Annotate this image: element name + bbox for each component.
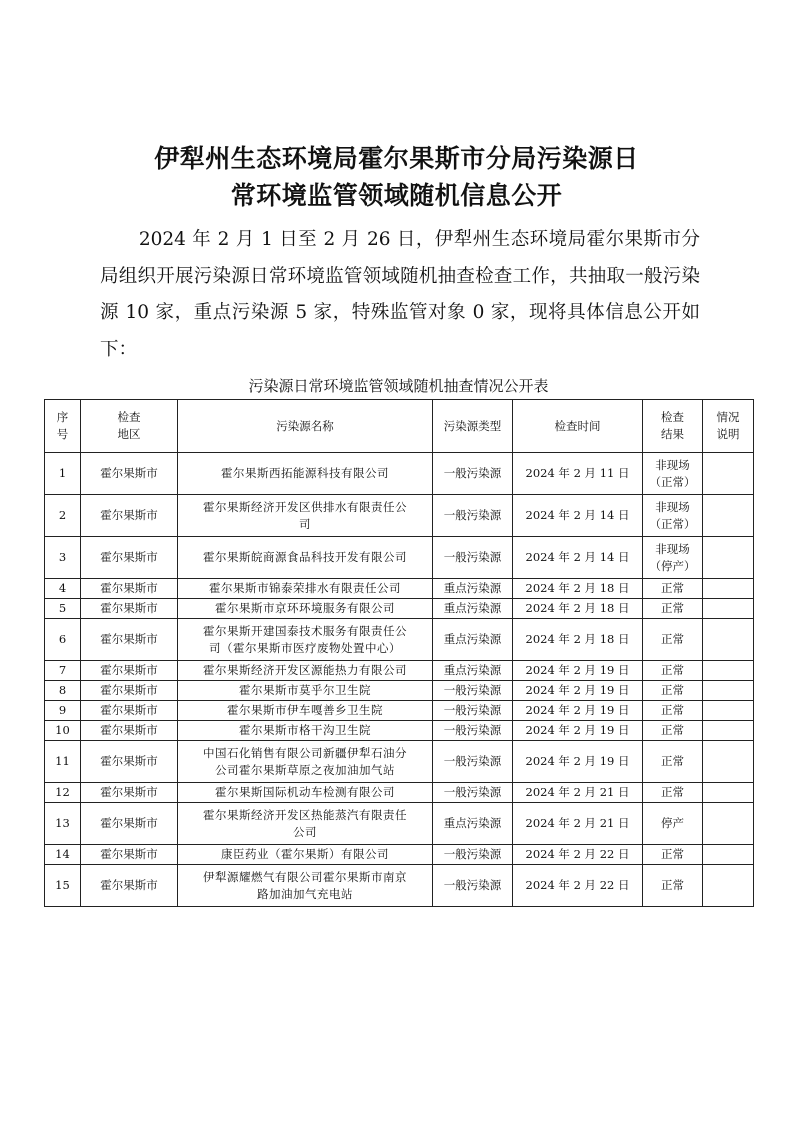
table-row (45, 721, 754, 741)
cell-note (703, 579, 754, 599)
cell-name: 霍尔果斯市锦泰荣排水有限责任公司 (178, 579, 433, 599)
cell-type: 重点污染源 (433, 599, 513, 619)
cell-name: 中国石化销售有限公司新疆伊犁石油分 公司霍尔果斯草原之夜加油加气站 (178, 741, 433, 783)
table-row (45, 495, 754, 537)
cell-type: 重点污染源 (433, 803, 513, 845)
cell-seq: 1 (45, 453, 81, 495)
cell-seq: 8 (45, 681, 81, 701)
cell-name: 霍尔果斯市伊车嘎善乡卫生院 (178, 701, 433, 721)
cell-seq: 4 (45, 579, 81, 599)
cell-time: 2024 年 2 月 11 日 (513, 453, 643, 495)
table-row (45, 453, 754, 495)
cell-region: 霍尔果斯市 (81, 599, 178, 619)
cell-type: 一般污染源 (433, 453, 513, 495)
table-caption: 污染源日常环境监管领域随机抽查情况公开表 (248, 377, 549, 395)
cell-result: 正常 (643, 865, 703, 907)
cell-name: 霍尔果斯市莫乎尔卫生院 (178, 681, 433, 701)
cell-result: 正常 (643, 599, 703, 619)
cell-name: 霍尔果斯国际机动车检测有限公司 (178, 783, 433, 803)
cell-result: 正常 (643, 721, 703, 741)
cell-seq: 7 (45, 661, 81, 681)
cell-name: 霍尔果斯市格干沟卫生院 (178, 721, 433, 741)
title-line-1: 伊犁州生态环境局霍尔果斯市分局污染源日 (154, 144, 639, 173)
cell-region: 霍尔果斯市 (81, 453, 178, 495)
cell-region: 霍尔果斯市 (81, 865, 178, 907)
cell-result: 正常 (643, 681, 703, 701)
cell-region: 霍尔果斯市 (81, 783, 178, 803)
cell-region: 霍尔果斯市 (81, 537, 178, 579)
cell-result: 非现场 （正常） (643, 495, 703, 537)
cell-time: 2024 年 2 月 21 日 (513, 783, 643, 803)
cell-note (703, 803, 754, 845)
cell-note (703, 681, 754, 701)
cell-note (703, 701, 754, 721)
cell-time: 2024 年 2 月 19 日 (513, 661, 643, 681)
intro-text: 2024 年 2 月 1 日至 2 月 26 日，伊犁州生态环境局霍尔果斯市分局组织开展污染源日常环境监管领域随机抽查检查工作，共抽取一般污染源 10 家，重点污染源 5 家，特殊监管对象 0 家，现将具体信息公开如下： (100, 229, 700, 360)
cell-region: 霍尔果斯市 (81, 845, 178, 865)
cell-result: 正常 (643, 661, 703, 681)
cell-time: 2024 年 2 月 14 日 (513, 495, 643, 537)
cell-result: 正常 (643, 619, 703, 661)
header-result: 检查 结果 (643, 400, 703, 453)
table-row (45, 661, 754, 681)
document-title (60, 140, 733, 214)
cell-seq: 6 (45, 619, 81, 661)
cell-seq: 9 (45, 701, 81, 721)
table-row (45, 701, 754, 721)
table-row (45, 783, 754, 803)
cell-type: 一般污染源 (433, 741, 513, 783)
cell-note (703, 721, 754, 741)
header-region: 检查 地区 (81, 400, 178, 453)
cell-seq: 2 (45, 495, 81, 537)
cell-region: 霍尔果斯市 (81, 701, 178, 721)
cell-type: 一般污染源 (433, 495, 513, 537)
table-row (45, 537, 754, 579)
table-row (45, 579, 754, 599)
cell-type: 一般污染源 (433, 783, 513, 803)
cell-note (703, 453, 754, 495)
cell-seq: 12 (45, 783, 81, 803)
cell-result: 正常 (643, 741, 703, 783)
cell-note (703, 661, 754, 681)
cell-type: 一般污染源 (433, 701, 513, 721)
header-note: 情况 说明 (703, 400, 754, 453)
cell-type: 重点污染源 (433, 661, 513, 681)
cell-name: 霍尔果斯经济开发区热能蒸汽有限责任 公司 (178, 803, 433, 845)
cell-note (703, 619, 754, 661)
cell-time: 2024 年 2 月 19 日 (513, 701, 643, 721)
cell-time: 2024 年 2 月 14 日 (513, 537, 643, 579)
cell-note (703, 599, 754, 619)
cell-region: 霍尔果斯市 (81, 681, 178, 701)
cell-time: 2024 年 2 月 18 日 (513, 619, 643, 661)
cell-time: 2024 年 2 月 18 日 (513, 599, 643, 619)
cell-seq: 3 (45, 537, 81, 579)
header-name: 污染源名称 (178, 400, 433, 453)
table-row (45, 803, 754, 845)
cell-result: 停产 (643, 803, 703, 845)
cell-type: 一般污染源 (433, 845, 513, 865)
cell-region: 霍尔果斯市 (81, 741, 178, 783)
cell-seq: 15 (45, 865, 81, 907)
header-time: 检查时间 (513, 400, 643, 453)
cell-seq: 5 (45, 599, 81, 619)
cell-type: 重点污染源 (433, 619, 513, 661)
cell-type: 一般污染源 (433, 681, 513, 701)
cell-time: 2024 年 2 月 19 日 (513, 681, 643, 701)
table-header-row (45, 400, 754, 453)
cell-seq: 10 (45, 721, 81, 741)
cell-name: 康臣药业（霍尔果斯）有限公司 (178, 845, 433, 865)
inspection-table (44, 399, 754, 907)
intro-paragraph (100, 222, 700, 368)
header-type: 污染源类型 (433, 400, 513, 453)
cell-type: 一般污染源 (433, 865, 513, 907)
cell-time: 2024 年 2 月 21 日 (513, 803, 643, 845)
cell-name: 霍尔果斯经济开发区供排水有限责任公 司 (178, 495, 433, 537)
cell-time: 2024 年 2 月 22 日 (513, 865, 643, 907)
cell-result: 正常 (643, 701, 703, 721)
cell-note (703, 741, 754, 783)
cell-seq: 13 (45, 803, 81, 845)
table-row (45, 865, 754, 907)
cell-result: 非现场 （正常） (643, 453, 703, 495)
table-row (45, 681, 754, 701)
cell-region: 霍尔果斯市 (81, 721, 178, 741)
cell-seq: 14 (45, 845, 81, 865)
cell-result: 非现场 （停产） (643, 537, 703, 579)
cell-time: 2024 年 2 月 18 日 (513, 579, 643, 599)
cell-result: 正常 (643, 579, 703, 599)
cell-note (703, 495, 754, 537)
cell-note (703, 783, 754, 803)
cell-region: 霍尔果斯市 (81, 495, 178, 537)
cell-name: 霍尔果斯开建国泰技术服务有限责任公 司（霍尔果斯市医疗废物处置中心） (178, 619, 433, 661)
cell-time: 2024 年 2 月 19 日 (513, 741, 643, 783)
cell-type: 重点污染源 (433, 579, 513, 599)
cell-result: 正常 (643, 783, 703, 803)
title-line-2: 常环境监管领域随机信息公开 (230, 181, 563, 210)
cell-note (703, 537, 754, 579)
table-row (45, 619, 754, 661)
cell-note (703, 845, 754, 865)
table-row (45, 741, 754, 783)
cell-region: 霍尔果斯市 (81, 579, 178, 599)
table-row (45, 845, 754, 865)
cell-region: 霍尔果斯市 (81, 619, 178, 661)
cell-note (703, 865, 754, 907)
cell-type: 一般污染源 (433, 537, 513, 579)
cell-time: 2024 年 2 月 19 日 (513, 721, 643, 741)
cell-region: 霍尔果斯市 (81, 803, 178, 845)
cell-name: 霍尔果斯经济开发区源能热力有限公司 (178, 661, 433, 681)
cell-seq: 11 (45, 741, 81, 783)
cell-name: 霍尔果斯市京环环境服务有限公司 (178, 599, 433, 619)
header-seq: 序 号 (45, 400, 81, 453)
table-row (45, 599, 754, 619)
cell-time: 2024 年 2 月 22 日 (513, 845, 643, 865)
cell-name: 霍尔果斯西拓能源科技有限公司 (178, 453, 433, 495)
cell-name: 霍尔果斯皖商源食品科技开发有限公司 (178, 537, 433, 579)
cell-region: 霍尔果斯市 (81, 661, 178, 681)
cell-result: 正常 (643, 845, 703, 865)
cell-type: 一般污染源 (433, 721, 513, 741)
cell-name: 伊犁源耀燃气有限公司霍尔果斯市南京 路加油加气充电站 (178, 865, 433, 907)
